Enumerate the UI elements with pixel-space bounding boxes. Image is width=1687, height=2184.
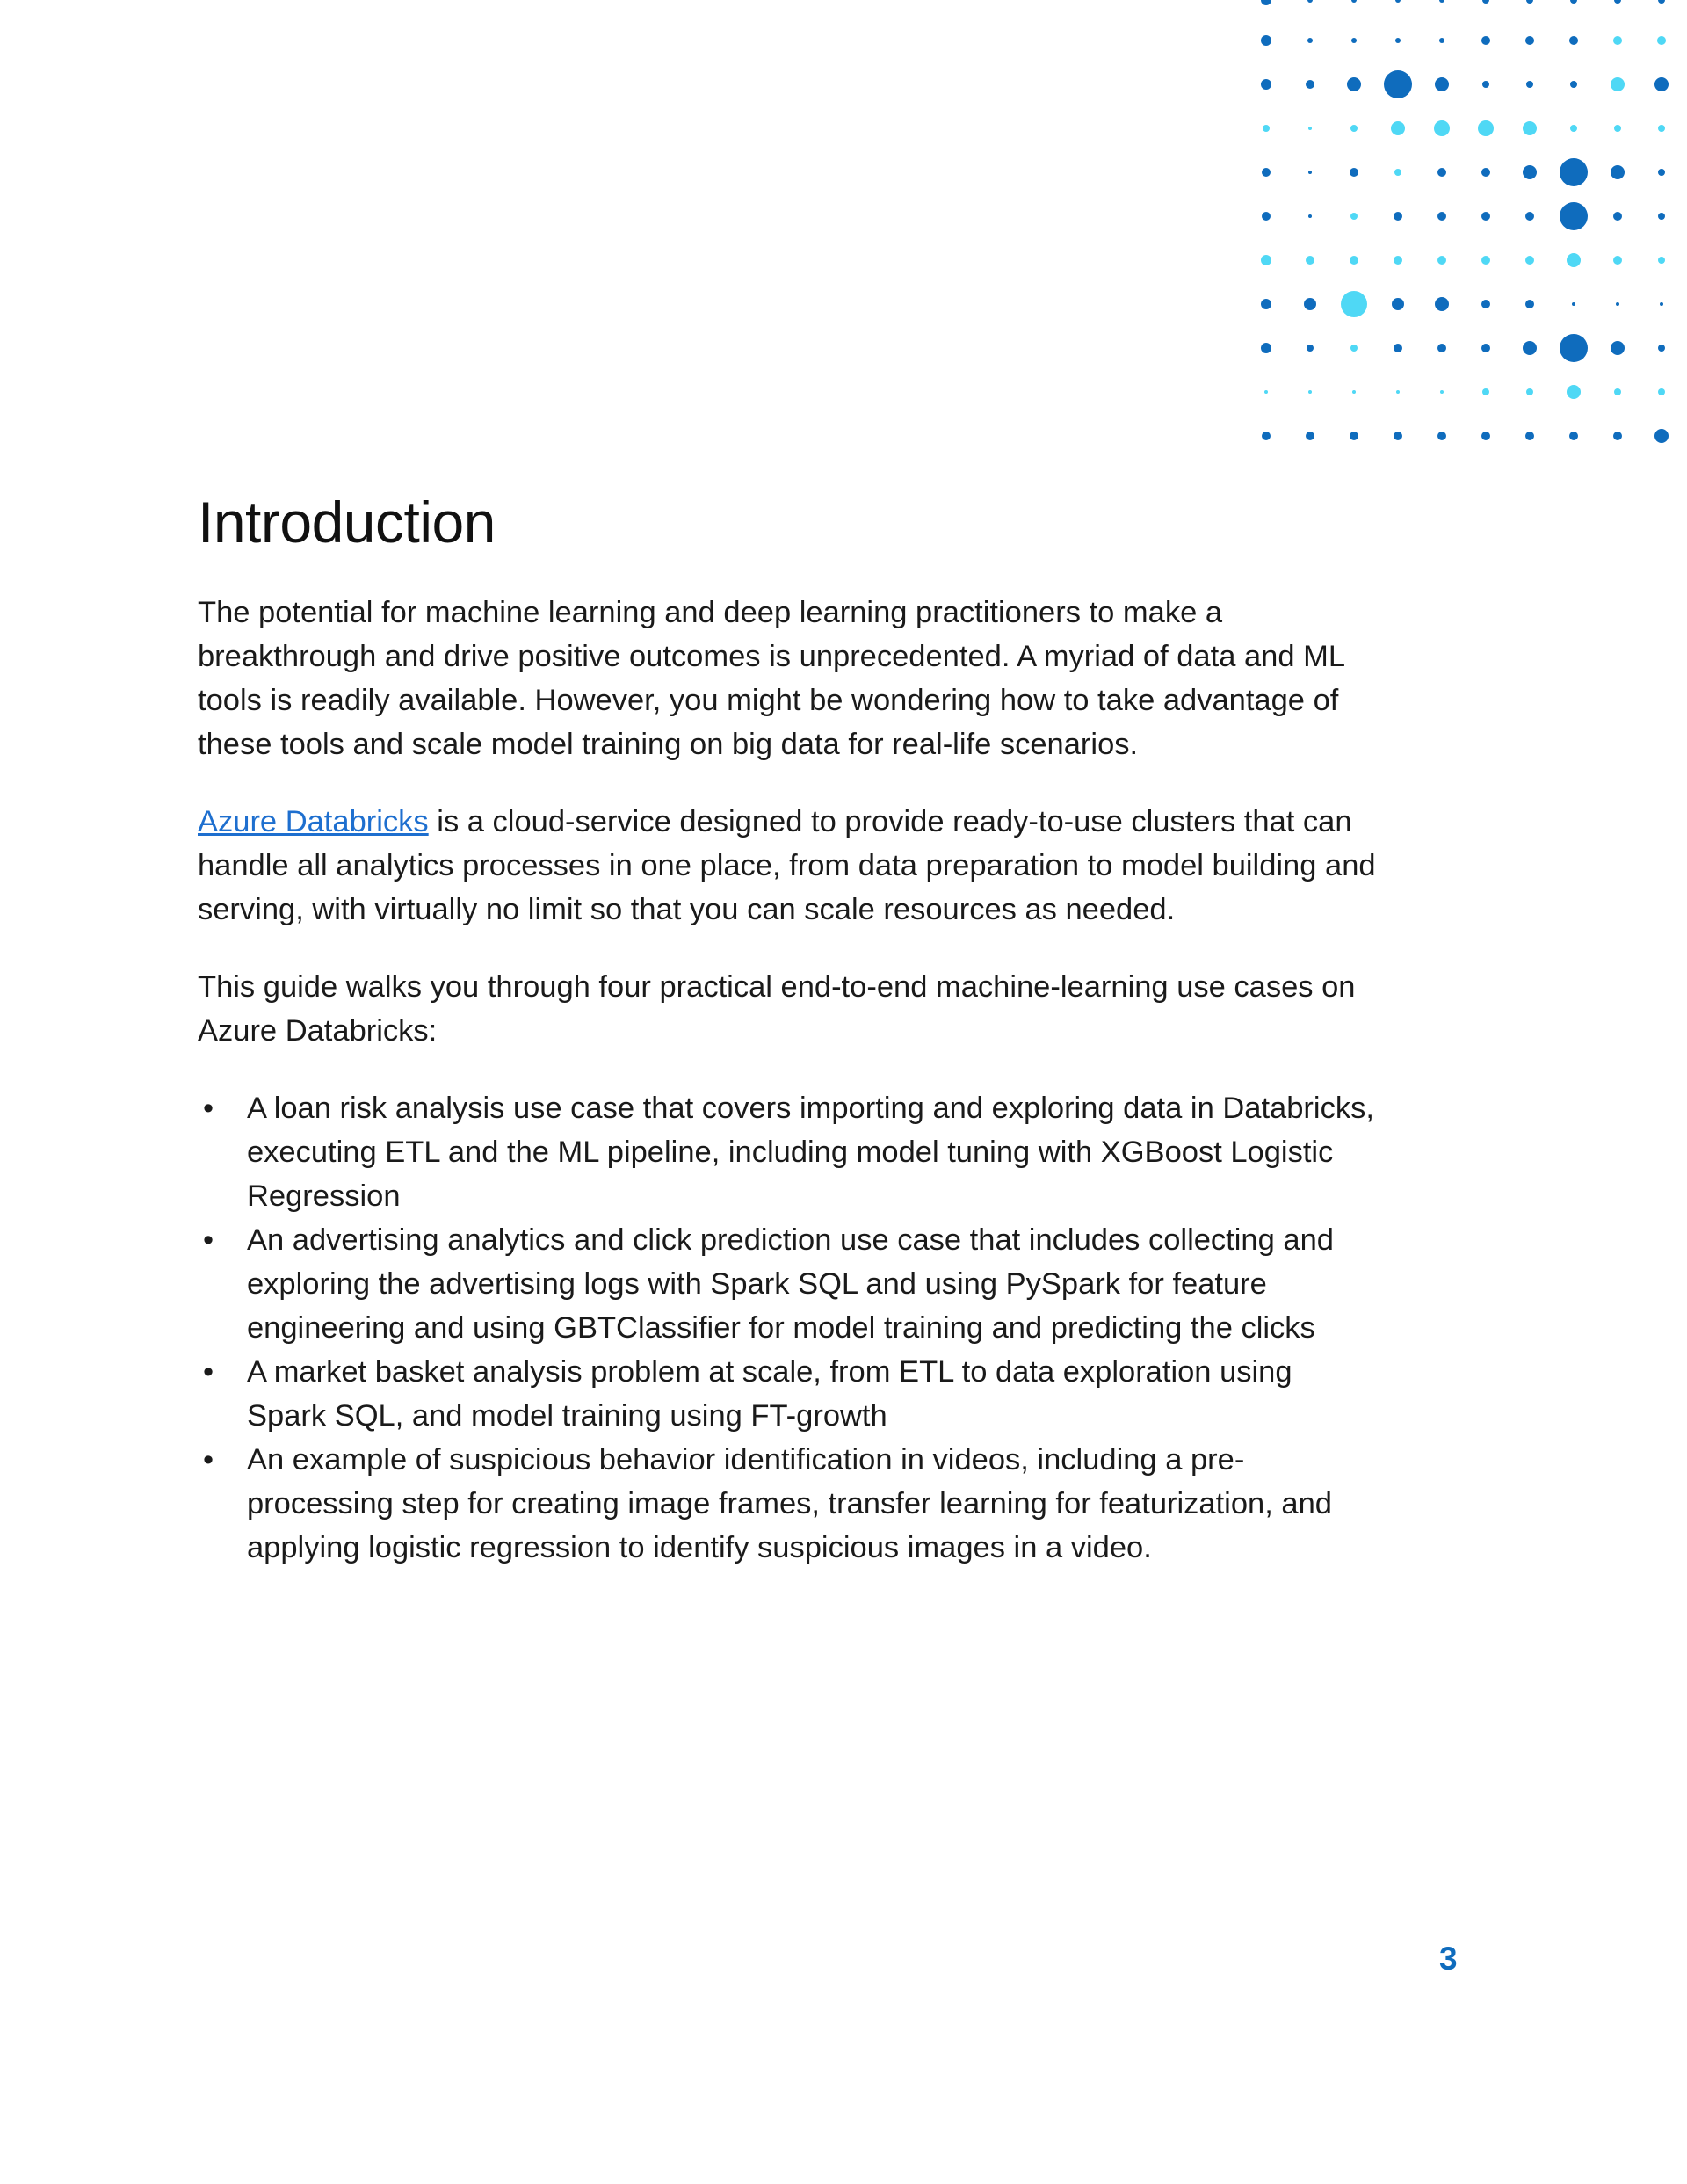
list-item [198,1350,1379,1438]
decorative-dot [1435,297,1449,311]
decorative-dot [1350,432,1358,440]
decorative-dot [1350,256,1358,265]
decorative-dot [1394,344,1402,352]
azure-databricks-link[interactable]: Azure Databricks [198,805,429,839]
decorative-dot [1611,341,1625,355]
decorative-dot [1437,256,1446,265]
decorative-dot [1570,81,1577,88]
decorative-dot [1613,212,1622,221]
decorative-dot [1394,212,1402,221]
list-item-text: A market basket analysis problem at scale, from ETL to data exploration using Spark SQL, and model training using FT-growth [247,1355,1292,1433]
decorative-dot [1614,125,1621,132]
decorative-dot [1525,300,1534,308]
databricks-paragraph-text: is a cloud-service designed to provide ready-to-use clusters that can handle all analytics processes in one place, from data preparation to model building and serving, with virtually no limit so that you can scale resources as needed. [198,805,1376,927]
decorative-dot [1481,36,1490,45]
decorative-dot [1611,165,1625,179]
decorative-dot [1264,390,1268,394]
decorative-dot [1262,432,1271,440]
decorative-dot [1525,212,1534,221]
decorative-dot [1437,432,1446,440]
decorative-dot [1351,0,1357,3]
decorative-dot [1396,390,1400,394]
list-item [198,1086,1379,1218]
decorative-dot [1658,0,1665,4]
decorative-dot [1658,388,1665,395]
decorative-dot [1351,38,1357,43]
guide-paragraph: This guide walks you through four practical end-to-end machine-learning use cases on Azure Databricks: [198,970,1356,1048]
decorative-dot [1482,388,1489,395]
decorative-dot [1261,79,1271,90]
decorative-dot [1526,0,1533,4]
decorative-dot [1523,121,1537,135]
decorative-dot [1307,0,1313,3]
decorative-dot [1352,390,1356,394]
intro-paragraph: The potential for machine learning and deep learning practitioners to make a breakthrough and drive positive outcomes is unprecedented. A myriad of data and ML tools is readily available. However, you might be wondering how to take advantage of these tools and scale model training on big data for real-life scenarios. [198,596,1344,762]
decorative-dot [1434,120,1450,136]
decorative-dot [1525,432,1534,440]
decorative-dot [1261,299,1271,309]
decorative-dot [1481,256,1490,265]
decorative-dot [1437,212,1446,221]
decorative-dot [1306,80,1314,89]
decorative-dot [1481,168,1490,177]
decorative-dot [1658,169,1665,176]
decorative-dot [1611,77,1625,91]
decorative-dot [1560,202,1588,230]
decorative-dot [1347,77,1361,91]
decorative-dot [1440,390,1444,394]
decorative-dot [1482,0,1489,4]
list-item-text: An example of suspicious behavior identification in videos, including a pre-processing step for creating image frames, transfer learning for featurization, and applying logistic regression to identify suspicious images in a video. [247,1443,1332,1565]
decorative-dot [1658,213,1665,220]
decorative-dot [1654,77,1669,91]
decorative-dot [1261,35,1271,46]
decorative-dot [1384,70,1412,98]
decorative-dot [1308,390,1312,394]
decorative-dot [1306,256,1314,265]
decorative-dot [1523,341,1537,355]
decorative-dot [1478,120,1494,136]
decorative-dot [1437,168,1446,177]
decorative-dot [1560,158,1588,186]
decorative-dot [1341,291,1367,317]
decorative-dot [1307,345,1314,352]
databricks-paragraph [198,800,1379,932]
page-number: 3 [1439,1941,1458,1977]
decorative-dot [1482,81,1489,88]
decorative-dot [1350,168,1358,177]
decorative-dot [1437,344,1446,352]
decorative-dot [1614,388,1621,395]
decorative-dot [1526,388,1533,395]
decorative-dot [1613,256,1622,265]
decorative-dot [1392,298,1404,310]
decorative-dot [1308,214,1312,218]
decorative-dot [1654,429,1669,443]
decorative-dot [1616,302,1619,306]
decorative-dot [1261,255,1271,265]
decorative-dot [1614,0,1621,4]
decorative-dot [1523,165,1537,179]
decorative-dot [1394,169,1401,176]
decorative-dot [1350,125,1358,132]
decorative-dot [1394,256,1402,265]
decorative-dot [1395,0,1401,3]
bullet-icon: • [202,1092,214,1126]
decorative-dot [1525,36,1534,45]
decorative-dot [1262,168,1271,177]
decorative-dot [1350,345,1358,352]
decorative-dot [1350,213,1358,220]
decorative-dot [1394,432,1402,440]
bullet-icon: • [202,1355,214,1389]
decorative-dot [1261,0,1271,5]
decorative-dot [1435,77,1449,91]
decorative-dot [1481,300,1490,308]
decorative-dot [1481,344,1490,352]
decorative-dot [1567,385,1581,399]
decorative-dot [1657,36,1666,45]
decorative-dot [1658,345,1665,352]
list-item-text: An advertising analytics and click prediction use case that includes collecting and exploring the advertising logs with Spark SQL and using PySpark for feature engineering and using GBTClassifier for model training and predicting the clicks [247,1223,1334,1346]
decorative-dot [1560,334,1588,362]
decorative-dot [1306,432,1314,440]
decorative-dot [1658,257,1665,264]
decorative-dot [1308,171,1312,174]
decorative-dot [1569,432,1578,440]
decorative-dot [1439,38,1444,43]
decorative-dot [1304,298,1316,310]
list-item-text: A loan risk analysis use case that covers importing and exploring data in Databricks, executing ETL and the ML pipeline, including model tuning with XGBoost Logistic Regression [247,1092,1374,1214]
main-content [198,488,1379,1570]
bullet-icon: • [202,1223,214,1258]
use-case-list [198,1086,1379,1570]
decorative-dot [1262,212,1271,221]
decorative-dot [1395,38,1401,43]
decorative-dot [1481,432,1490,440]
list-item [198,1218,1379,1350]
page-title: Introduction [198,490,496,555]
decorative-dot [1308,127,1312,130]
decorative-dot [1613,432,1622,440]
decorative-dot [1567,253,1581,267]
decorative-dot [1439,0,1444,3]
decorative-dot [1658,125,1665,132]
decorative-dot [1391,121,1405,135]
decorative-dot [1261,343,1271,353]
list-item [198,1438,1379,1570]
decorative-dot [1307,38,1313,43]
decorative-dot [1569,36,1578,45]
decorative-dot [1570,125,1577,132]
decorative-dot [1526,81,1533,88]
decorative-dot [1525,256,1534,265]
decorative-dot [1572,302,1575,306]
decorative-dot [1660,302,1663,306]
decorative-dot [1570,0,1577,4]
decorative-dot-pattern [0,0,1687,457]
decorative-dot [1613,36,1622,45]
decorative-dot [1481,212,1490,221]
bullet-icon: • [202,1443,214,1477]
decorative-dot [1263,125,1270,132]
